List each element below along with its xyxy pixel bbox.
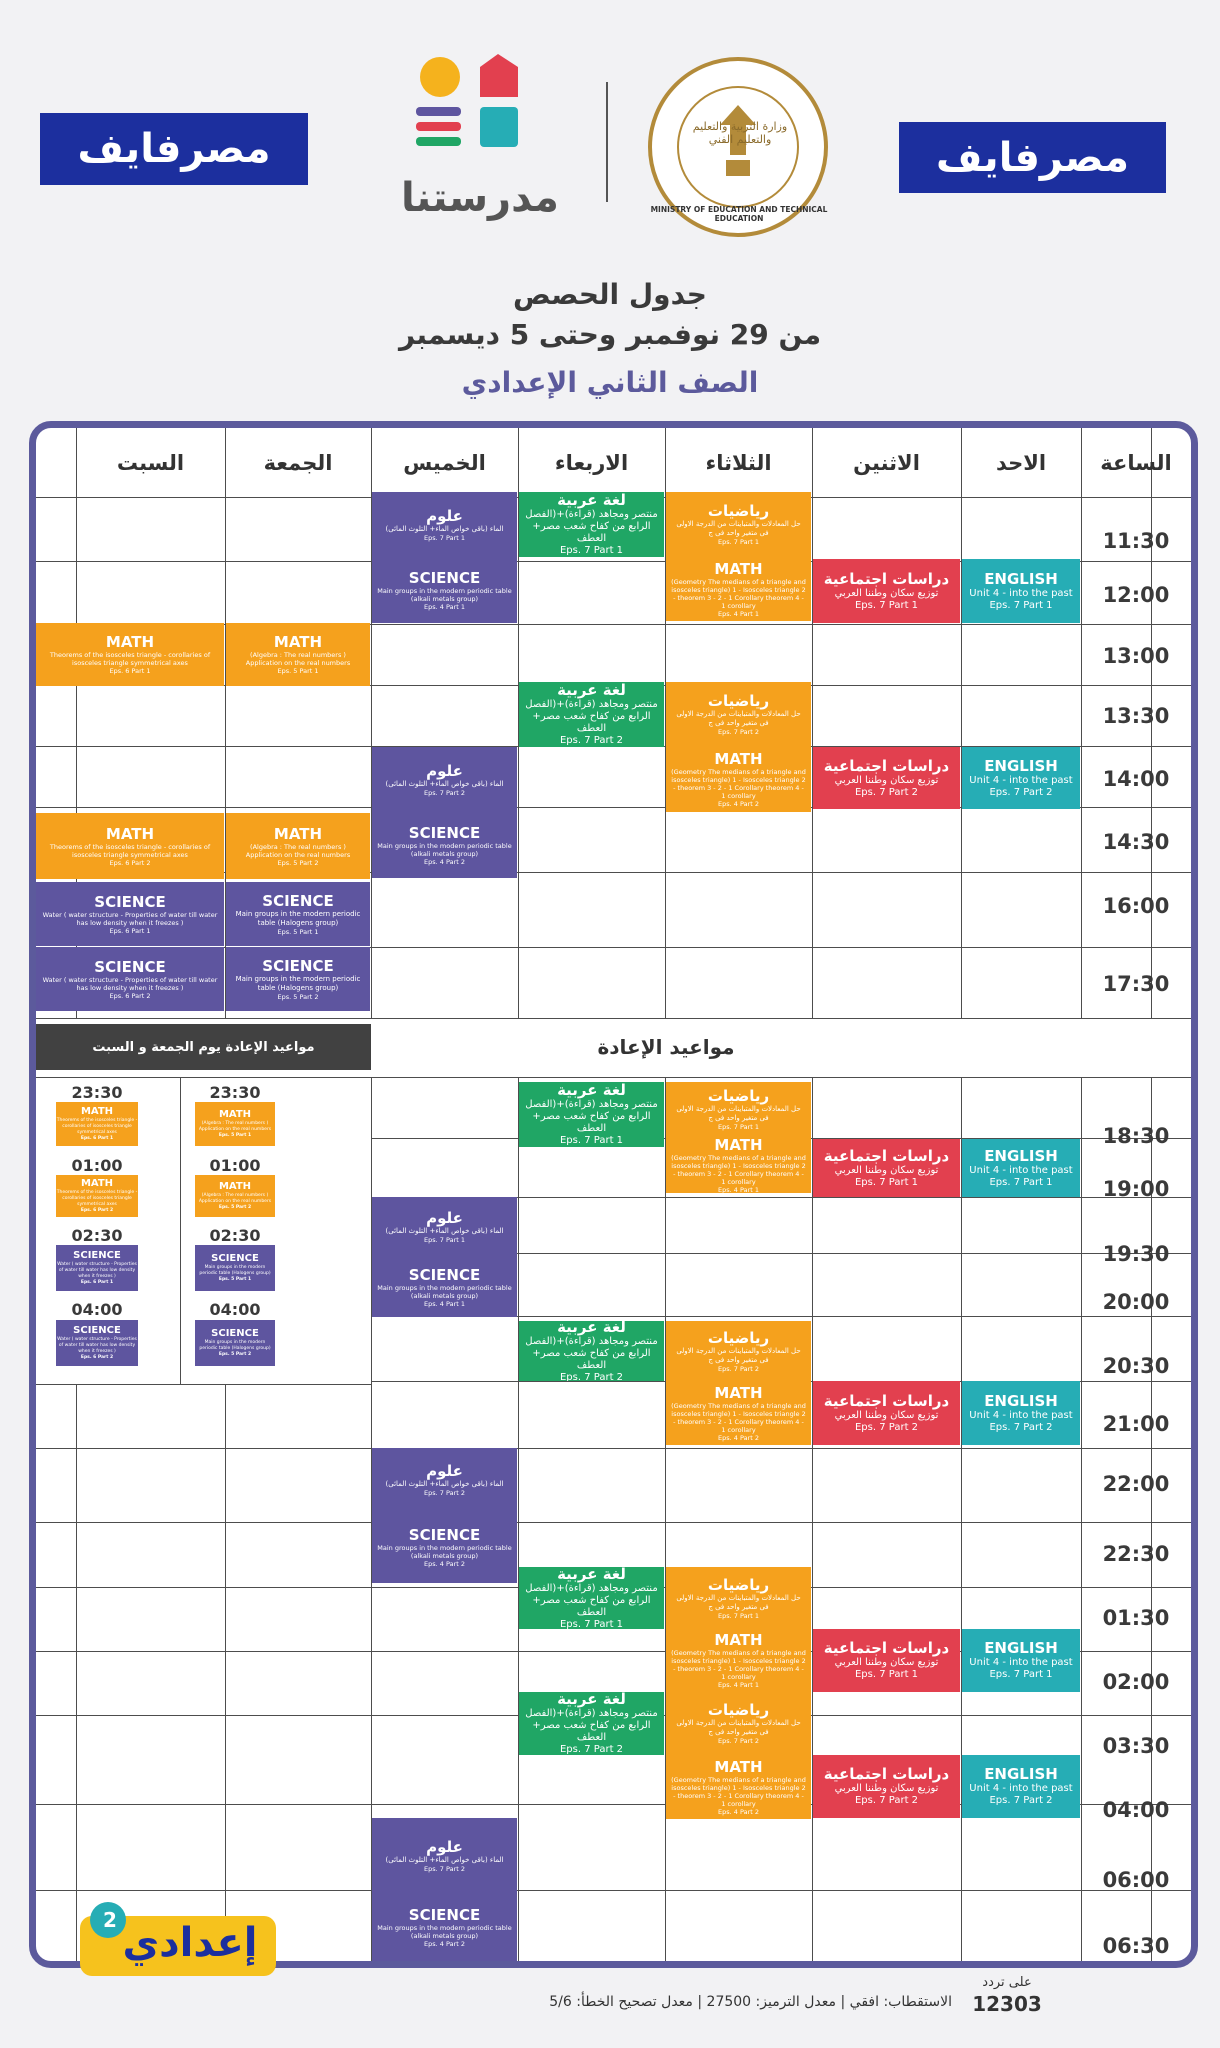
cell-title: MATH — [105, 824, 155, 843]
cell-eps: Eps. 4 Part 1 — [718, 1185, 759, 1193]
grid-hline — [36, 1522, 1191, 1523]
science-ar-cell[interactable] — [372, 747, 517, 812]
cell-title: SCIENCE — [408, 823, 481, 842]
cell-title: علوم — [426, 761, 463, 780]
cell-title: لغة عربية — [557, 682, 626, 699]
cell-eps: Eps. 7 Part 2 — [559, 1371, 624, 1381]
cell-desc: Main groups in the modern periodic table (Halogens group) — [199, 1265, 271, 1276]
arabic-cell[interactable] — [519, 492, 664, 557]
science-cell[interactable] — [36, 882, 224, 946]
cell-title: MATH — [714, 1137, 763, 1154]
cell-eps: Eps. 7 Part 2 — [989, 1795, 1053, 1806]
cell-desc: (Algebra : The real numbers ) Application on the real numbers — [198, 1121, 272, 1132]
cell-desc: الماء (باقى خواص الماء+ التلوث المائى) — [385, 1856, 504, 1864]
time-label: 04:00 — [1102, 1798, 1170, 1822]
english-cell[interactable] — [962, 747, 1080, 809]
english-cell[interactable] — [962, 1755, 1080, 1818]
cell-desc: توزيع سكان وطننا العربي — [834, 774, 939, 786]
cell-title: رياضيات — [707, 1328, 770, 1347]
cell-eps: Eps. 4 Part 2 — [424, 857, 465, 866]
math-ar-cell[interactable] — [666, 682, 811, 747]
cell-desc: حل المعادلات والمتباينات من الدرجة الاولى فى متغير واحد فى ج — [676, 710, 801, 727]
cell-title: علوم — [426, 1461, 463, 1480]
cell-eps: Eps. 7 Part 2 — [718, 728, 759, 736]
cell-eps: Eps. 4 Part 1 — [424, 1299, 465, 1308]
cell-title: لغة عربية — [557, 1692, 626, 1708]
cell-desc: (Geometry The medians of a triangle and isosceles triangle) 1 - Isosceles triangle 2 - theorem 3 - 2 - 1 Corollary theorem 4 - 1 corollary — [671, 1775, 806, 1808]
cell-desc: توزيع سكان وطننا العربي — [834, 1657, 939, 1668]
cell-eps: Eps. 6 Part 1 — [109, 926, 151, 935]
cell-eps: Eps. 4 Part 1 — [424, 602, 465, 611]
cell-desc: حل المعادلات والمتباينات من الدرجة الاولى فى متغير واحد فى ج — [676, 1346, 801, 1364]
cell-title: ENGLISH — [984, 756, 1058, 775]
cell-desc: Water ( water structure - Properties of water till water has low density when it freezes ) — [57, 1262, 137, 1279]
cell-desc: Main groups in the modern periodic table (Halogens group) — [235, 974, 361, 992]
grid-hline — [36, 1384, 371, 1385]
cell-title: دراسات اجتماعية — [823, 1765, 950, 1783]
cell-title: رياضيات — [707, 692, 770, 710]
cell-desc: Theorems of the isosceles triangle - corollaries of isosceles triangle symmetrical axes — [49, 842, 211, 859]
cell-title: رياضيات — [707, 1701, 770, 1719]
cell-eps: Eps. 7 Part 2 — [559, 735, 624, 746]
time-label: 03:30 — [1102, 1734, 1170, 1758]
cell-eps: Eps. 7 Part 2 — [718, 1737, 759, 1745]
cell-desc: Unit 4 - into the past — [969, 1657, 1073, 1668]
cell-title: SCIENCE — [94, 892, 166, 911]
science-cell[interactable] — [372, 1511, 517, 1583]
english-cell[interactable] — [962, 1629, 1080, 1692]
cell-eps: Eps. 7 Part 1 — [718, 1123, 759, 1131]
weekend-replay-label: مواعيد الإعادة يوم الجمعة و السبت — [36, 1024, 371, 1070]
cell-eps: Eps. 7 Part 1 — [559, 1618, 624, 1629]
replay-cell[interactable] — [195, 1245, 275, 1291]
science-ar-cell[interactable] — [372, 1197, 517, 1257]
replay-time: 04:00 — [209, 1299, 261, 1319]
cell-eps: Eps. 4 Part 2 — [424, 1559, 465, 1568]
cell-eps: Eps. 5 Part 2 — [277, 858, 319, 867]
grid-vline — [180, 1078, 181, 1384]
schedule-table — [29, 421, 1198, 1968]
cell-title: SCIENCE — [94, 957, 166, 976]
cell-eps: Eps. 5 Part 1 — [218, 1277, 252, 1282]
cell-title: ENGLISH — [984, 1639, 1058, 1657]
cell-desc: توزيع سكان وطننا العربي — [834, 1409, 939, 1421]
cell-desc: منتصر ومجاهد (قراءة)+(الفصل الرابع من كفاح شعب مصر+ العطف — [525, 509, 658, 544]
cell-eps: Eps. 7 Part 1 — [718, 538, 759, 546]
cell-desc: الماء (باقى خواص الماء+ التلوث المائى) — [385, 779, 504, 788]
cell-eps: Eps. 5 Part 2 — [277, 992, 319, 1001]
time-label: 19:00 — [1102, 1177, 1170, 1201]
cell-eps: Eps. 7 Part 1 — [424, 533, 465, 542]
social-cell[interactable] — [813, 1139, 960, 1197]
math-cell[interactable] — [666, 1755, 811, 1819]
grid-hline — [36, 1890, 1191, 1891]
time-label: 17:30 — [1102, 972, 1170, 996]
cell-eps: Eps. 7 Part 2 — [854, 1421, 919, 1433]
cell-title: MATH — [714, 750, 763, 768]
cell-desc: (Algebra : The real numbers ) Application on the real numbers — [245, 651, 351, 667]
arabic-cell[interactable] — [519, 1567, 664, 1629]
cell-title: رياضيات — [707, 1575, 770, 1594]
cell-eps: Eps. 7 Part 2 — [989, 786, 1053, 798]
time-label: 12:00 — [1102, 583, 1170, 607]
cell-desc: حل المعادلات والمتباينات من الدرجة الاولى فى متغير واحد فى ج — [676, 1719, 801, 1736]
cell-title: دراسات اجتماعية — [823, 756, 950, 775]
cell-desc: حل المعادلات والمتباينات من الدرجة الاولى فى متغير واحد فى ج — [676, 1105, 801, 1122]
cell-desc: الماء (باقى خواص الماء+ التلوث المائى) — [385, 1479, 504, 1488]
cell-desc: Water ( water structure - Properties of water till water has low density when it freezes ) — [42, 975, 218, 992]
replay-time: 04:00 — [71, 1299, 123, 1319]
logo-divider — [606, 82, 608, 202]
science-cell[interactable] — [372, 812, 517, 878]
cell-eps: Eps. 7 Part 1 — [989, 1669, 1053, 1680]
science-cell[interactable] — [372, 1894, 517, 1961]
cell-title: رياضيات — [707, 502, 770, 520]
cell-desc: (Algebra : The real numbers ) Application on the real numbers — [198, 1193, 272, 1204]
cell-eps: Eps. 7 Part 1 — [559, 545, 624, 556]
cell-desc: Main groups in the modern periodic table (alkali metals group) — [377, 586, 512, 603]
badge-text: إعدادي — [122, 1920, 258, 1966]
cell-eps: Eps. 4 Part 2 — [424, 1940, 465, 1948]
math-cell[interactable] — [666, 1629, 811, 1692]
cell-desc: (Algebra : The real numbers ) Application on the real numbers — [245, 842, 351, 859]
cell-desc: (Geometry The medians of a triangle and isosceles triangle) 1 - Isosceles triangle 2 - theorem 3 - 2 - 1 Corollary theorem 4 - 1 corollary — [671, 577, 806, 610]
math-cell[interactable] — [666, 1137, 811, 1193]
cell-eps: Eps. 6 Part 1 — [80, 1280, 114, 1285]
cell-title: دراسات اجتماعية — [823, 1391, 950, 1410]
cell-title: MATH — [714, 1631, 763, 1649]
replay-time: 01:00 — [71, 1155, 123, 1175]
cell-title: لغة عربية — [557, 1567, 626, 1583]
time-label: 16:00 — [1102, 894, 1170, 918]
cell-eps: Eps. 6 Part 2 — [109, 858, 151, 867]
title-line1: جدول الحصص — [513, 278, 707, 311]
cell-desc: Main groups in the modern periodic table (alkali metals group) — [377, 1924, 512, 1940]
time-label: 20:00 — [1102, 1290, 1170, 1314]
cell-desc: Unit 4 - into the past — [969, 774, 1073, 786]
cell-title: MATH — [80, 1178, 114, 1189]
replay-label: مواعيد الإعادة — [597, 1035, 735, 1059]
social-cell[interactable] — [813, 1755, 960, 1818]
cell-title: SCIENCE — [262, 891, 334, 910]
cell-desc: Unit 4 - into the past — [969, 1409, 1073, 1421]
cell-desc: Unit 4 - into the past — [969, 1783, 1073, 1794]
math-cell[interactable] — [36, 813, 224, 879]
cell-eps: Eps. 5 Part 2 — [218, 1205, 252, 1210]
cell-title: رياضيات — [707, 1087, 770, 1105]
social-cell[interactable] — [813, 1381, 960, 1445]
math-cell[interactable] — [666, 557, 811, 621]
cell-title: MATH — [218, 1109, 252, 1120]
cell-eps: Eps. 7 Part 2 — [424, 788, 465, 797]
footer-details: الاستقطاب: افقي | معدل الترميز: 27500 | معدل تصحيح الخطأ: 5/6 — [549, 1994, 952, 2010]
badge-number: 2 — [103, 1908, 117, 1932]
cell-desc: (Geometry The medians of a triangle and isosceles triangle) 1 - Isosceles triangle 2 - theorem 3 - 2 - 1 Corollary theorem 4 - 1 corollary — [671, 768, 806, 800]
cell-title: لغة عربية — [557, 1321, 626, 1336]
cell-eps: Eps. 7 Part 1 — [424, 1236, 465, 1244]
cell-desc: حل المعادلات والمتباينات من الدرجة الاولى فى متغير واحد فى ج — [676, 1593, 801, 1611]
cell-eps: Eps. 6 Part 1 — [109, 667, 151, 675]
cell-title: MATH — [273, 824, 323, 843]
arabic-cell[interactable] — [519, 1082, 664, 1147]
day-header: السبت — [116, 451, 185, 475]
cell-eps: Eps. 5 Part 1 — [218, 1133, 252, 1138]
cell-title: SCIENCE — [211, 1328, 259, 1339]
cell-eps: Eps. 4 Part 2 — [718, 1807, 759, 1816]
science-ar-cell[interactable] — [372, 492, 517, 557]
time-label: 06:30 — [1102, 1934, 1170, 1958]
math-ar-cell[interactable] — [666, 492, 811, 557]
cell-desc: Main groups in the modern periodic table (alkali metals group) — [377, 1283, 512, 1300]
cell-eps: Eps. 7 Part 2 — [559, 1744, 624, 1755]
cell-title: MATH — [714, 559, 763, 578]
cell-desc: منتصر ومجاهد (قراءة)+(الفصل الرابع من كفاح شعب مصر+ العطف — [525, 1582, 658, 1618]
masrfive-logo-right: مصرفايف — [899, 122, 1166, 193]
time-label: 22:30 — [1102, 1542, 1170, 1566]
cell-eps: Eps. 7 Part 1 — [854, 1176, 919, 1188]
cell-eps: Eps. 7 Part 2 — [424, 1488, 465, 1497]
cell-title: SCIENCE — [408, 1525, 481, 1544]
cell-desc: (Geometry The medians of a triangle and isosceles triangle) 1 - Isosceles triangle 2 - theorem 3 - 2 - 1 Corollary theorem 4 - 1 corollary — [671, 1401, 806, 1434]
cell-title: MATH — [80, 1106, 114, 1117]
replay-cell[interactable] — [195, 1320, 275, 1366]
cell-eps: Eps. 5 Part 1 — [277, 927, 319, 936]
cell-title: SCIENCE — [408, 1906, 481, 1924]
math-cell[interactable] — [666, 1381, 811, 1445]
cell-desc: Unit 4 - into the past — [969, 587, 1073, 599]
cell-desc: Theorems of the isosceles triangle - corollaries of isosceles triangle symmetrical axes — [56, 1118, 138, 1135]
math-cell[interactable] — [666, 747, 811, 812]
cell-title: علوم — [426, 506, 463, 525]
math-ar-cell[interactable] — [666, 1567, 811, 1629]
cell-title: دراسات اجتماعية — [823, 569, 950, 588]
cell-title: ENGLISH — [984, 569, 1058, 588]
cell-title: دراسات اجتماعية — [823, 1639, 950, 1657]
cell-desc: Theorems of the isosceles triangle - corollaries of isosceles triangle symmetrical axes — [56, 1190, 138, 1207]
replay-cell[interactable] — [56, 1320, 138, 1366]
replay-time: 02:30 — [71, 1225, 123, 1245]
cell-eps: Eps. 4 Part 2 — [718, 1433, 759, 1442]
time-label: 14:00 — [1102, 767, 1170, 791]
cell-title: MATH — [218, 1181, 252, 1192]
science-cell[interactable] — [372, 1257, 517, 1317]
ministry-arabic: وزارة التربية والتعليم والتعليم الفني — [692, 120, 788, 146]
day-header: الاثنين — [853, 451, 920, 475]
cell-title: SCIENCE — [73, 1250, 121, 1261]
cell-desc: منتصر ومجاهد (قراءة)+(الفصل الرابع من كفاح شعب مصر+ العطف — [525, 699, 658, 734]
arabic-cell[interactable] — [519, 1692, 664, 1755]
cell-desc: توزيع سكان وطننا العربي — [834, 1164, 939, 1176]
cell-title: SCIENCE — [408, 568, 481, 587]
cell-desc: الماء (باقى خواص الماء+ التلوث المائى) — [385, 524, 504, 533]
day-header: الخميس — [403, 451, 486, 475]
science-cell[interactable] — [226, 947, 370, 1011]
english-cell[interactable] — [962, 1139, 1080, 1197]
social-cell[interactable] — [813, 1629, 960, 1692]
time-label: 13:30 — [1102, 704, 1170, 728]
cell-desc: توزيع سكان وطننا العربي — [834, 587, 939, 599]
science-ar-cell[interactable] — [372, 1448, 517, 1511]
replay-time: 23:30 — [71, 1082, 123, 1102]
cell-eps: Eps. 4 Part 1 — [718, 609, 759, 618]
cell-eps: Eps. 6 Part 2 — [80, 1208, 114, 1213]
time-label: 02:00 — [1102, 1670, 1170, 1694]
english-cell[interactable] — [962, 1381, 1080, 1445]
grid-vline — [371, 428, 372, 1961]
cell-desc: Main groups in the modern periodic table (Halogens group) — [199, 1340, 271, 1351]
cell-title: لغة عربية — [557, 1082, 626, 1099]
cell-title: SCIENCE — [408, 1265, 481, 1284]
cell-eps: Eps. 7 Part 2 — [854, 786, 919, 798]
time-label: 13:00 — [1102, 644, 1170, 668]
masrfive-logo-left: مصرفايف — [40, 113, 308, 185]
cell-desc: Main groups in the modern periodic table (alkali metals group) — [377, 841, 512, 858]
math-cell[interactable] — [226, 813, 370, 879]
cell-eps: Eps. 5 Part 1 — [277, 667, 319, 675]
cell-title: دراسات اجتماعية — [823, 1146, 950, 1165]
cell-desc: منتصر ومجاهد (قراءة)+(الفصل الرابع من كفاح شعب مصر+ العطف — [525, 1099, 658, 1134]
time-label: 19:30 — [1102, 1242, 1170, 1266]
english-cell[interactable] — [962, 559, 1080, 623]
cell-desc: Unit 4 - into the past — [969, 1164, 1073, 1176]
cell-desc: (Geometry The medians of a triangle and isosceles triangle) 1 - Isosceles triangle 2 - theorem 3 - 2 - 1 Corollary theorem 4 - 1 corollary — [671, 1153, 806, 1186]
time-label: 06:00 — [1102, 1868, 1170, 1892]
cell-desc: Theorems of the isosceles triangle - corollaries of isosceles triangle symmetrical axes — [49, 651, 211, 667]
replay-cell[interactable] — [195, 1175, 275, 1217]
cell-title: لغة عربية — [557, 492, 626, 509]
day-header: الاربعاء — [554, 451, 629, 475]
cell-eps: Eps. 7 Part 1 — [989, 599, 1053, 611]
cell-desc: حل المعادلات والمتباينات من الدرجة الاولى فى متغير واحد فى ج — [676, 520, 801, 537]
cell-title: MATH — [714, 1757, 763, 1776]
cell-title: علوم — [426, 1209, 463, 1227]
time-label: 11:30 — [1102, 529, 1170, 553]
title-line2: من 29 نوفمبر وحتى 5 ديسمبر — [398, 318, 822, 351]
cell-eps: Eps. 7 Part 2 — [424, 1865, 465, 1873]
science-cell[interactable] — [372, 557, 517, 623]
cell-eps: Eps. 7 Part 1 — [854, 599, 919, 611]
replay-time: 01:00 — [209, 1155, 261, 1175]
time-label: 01:30 — [1102, 1606, 1170, 1630]
cell-title: SCIENCE — [262, 956, 334, 975]
time-label: 22:00 — [1102, 1472, 1170, 1496]
replay-cell[interactable] — [56, 1175, 138, 1217]
math-ar-cell[interactable] — [666, 1082, 811, 1137]
madrasatna-wordmark: مدرستنا — [401, 175, 559, 221]
cell-desc: Main groups in the modern periodic table (alkali metals group) — [377, 1543, 512, 1560]
cell-eps: Eps. 7 Part 1 — [559, 1135, 624, 1146]
cell-eps: Eps. 4 Part 2 — [718, 800, 759, 808]
cell-title: SCIENCE — [211, 1253, 259, 1264]
cell-eps: Eps. 7 Part 1 — [718, 1611, 759, 1620]
grid-hline — [36, 1448, 1191, 1449]
cell-desc: منتصر ومجاهد (قراءة)+(الفصل الرابع من كفاح شعب مصر+ العطف — [525, 1335, 658, 1371]
cell-eps: Eps. 4 Part 1 — [718, 1681, 759, 1689]
cell-desc: Water ( water structure - Properties of water till water has low density when it freezes ) — [42, 910, 218, 927]
grid-hline — [36, 1018, 1191, 1019]
cell-title: ENGLISH — [984, 1146, 1058, 1165]
cell-title: MATH — [273, 633, 323, 651]
cell-desc: توزيع سكان وطننا العربي — [834, 1783, 939, 1794]
cell-title: SCIENCE — [73, 1325, 121, 1336]
science-cell[interactable] — [226, 882, 370, 946]
day-header: الاحد — [995, 451, 1047, 475]
day-header: الساعة — [1100, 451, 1172, 475]
math-cell[interactable] — [36, 623, 224, 686]
math-ar-cell[interactable] — [666, 1692, 811, 1755]
social-cell[interactable] — [813, 559, 960, 623]
social-cell[interactable] — [813, 747, 960, 809]
footer-frequency: 12303 — [972, 1992, 1042, 2016]
replay-cell[interactable] — [195, 1102, 275, 1146]
cell-eps: Eps. 7 Part 2 — [989, 1421, 1053, 1433]
cell-title: MATH — [714, 1383, 763, 1402]
day-header: الجمعة — [263, 451, 333, 475]
time-label: 20:30 — [1102, 1354, 1170, 1378]
replay-cell[interactable] — [56, 1245, 138, 1291]
cell-eps: Eps. 6 Part 2 — [109, 991, 151, 1000]
cell-desc: منتصر ومجاهد (قراءة)+(الفصل الرابع من كفاح شعب مصر+ العطف — [525, 1708, 658, 1743]
science-ar-cell[interactable] — [372, 1818, 517, 1894]
cell-desc: Water ( water structure - Properties of water till water has low density when it freezes ) — [57, 1337, 137, 1354]
cell-eps: Eps. 7 Part 1 — [989, 1176, 1053, 1188]
cell-eps: Eps. 6 Part 2 — [80, 1355, 114, 1360]
replay-time: 23:30 — [209, 1082, 261, 1102]
cell-title: علوم — [426, 1838, 463, 1856]
cell-eps: Eps. 7 Part 2 — [718, 1364, 759, 1373]
cell-desc: (Geometry The medians of a triangle and isosceles triangle) 1 - Isosceles triangle 2 - theorem 3 - 2 - 1 Corollary theorem 4 - 1 corollary — [671, 1649, 806, 1681]
cell-desc: Main groups in the modern periodic table (Halogens group) — [235, 909, 361, 927]
day-header: الثلاثاء — [705, 451, 772, 475]
cell-title: MATH — [105, 633, 155, 651]
replay-cell[interactable] — [56, 1102, 138, 1146]
time-label: 21:00 — [1102, 1412, 1170, 1436]
math-ar-cell[interactable] — [666, 1321, 811, 1381]
ministry-english: MINISTRY OF EDUCATION AND TECHNICAL EDUCATION — [650, 205, 828, 223]
cell-eps: Eps. 6 Part 1 — [80, 1136, 114, 1141]
science-cell[interactable] — [36, 947, 224, 1011]
cell-title: ENGLISH — [984, 1391, 1058, 1410]
cell-title: ENGLISH — [984, 1765, 1058, 1783]
cell-eps: Eps. 5 Part 2 — [218, 1352, 252, 1357]
time-label: 14:30 — [1102, 830, 1170, 854]
cell-eps: Eps. 7 Part 1 — [854, 1669, 919, 1680]
replay-time: 02:30 — [209, 1225, 261, 1245]
math-cell[interactable] — [226, 623, 370, 686]
cell-desc: الماء (باقى خواص الماء+ التلوث المائى) — [385, 1227, 504, 1235]
time-label: 18:30 — [1102, 1124, 1170, 1148]
footer-on-freq: على تردد — [982, 1975, 1032, 1990]
arabic-cell[interactable] — [519, 1321, 664, 1381]
grade-title: الصف الثاني الإعدادي — [461, 366, 759, 399]
cell-eps: Eps. 7 Part 2 — [854, 1795, 919, 1806]
arabic-cell[interactable] — [519, 682, 664, 747]
